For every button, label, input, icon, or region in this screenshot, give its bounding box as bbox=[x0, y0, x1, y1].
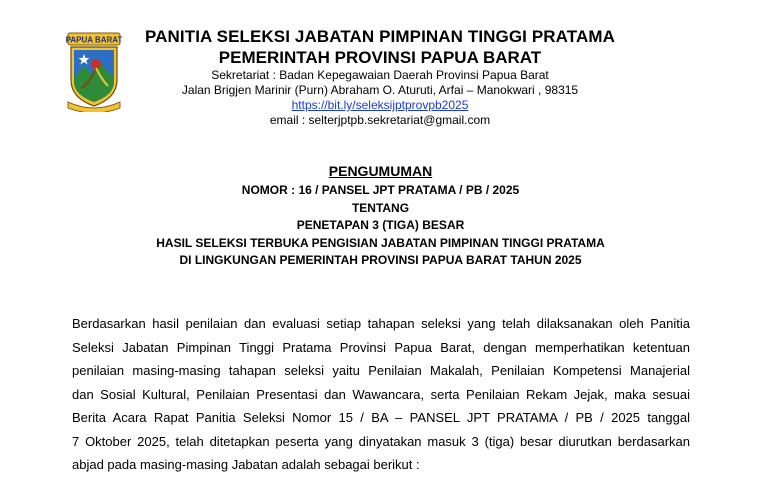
announcement-number: NOMOR : 16 / PANSEL JPT PRATAMA / PB / 2025 bbox=[241, 183, 520, 197]
announcement-subject-1: PENETAPAN 3 (TIGA) BESAR bbox=[296, 218, 465, 232]
body-line: penilaian masing-masing tahapan seleksi yaitu Penilaian Makalah, Penilaian Kompetensi Manajerial bbox=[72, 363, 690, 378]
emblem-icon bbox=[62, 30, 126, 112]
body-line: dan Sosial Kultural, Penilaian Presentasi dan Wawancara, serta Penilaian Rekam Jejak, maka sesuai bbox=[72, 386, 690, 402]
email-line: email : selterjptpb.sekretariat@gmail.com bbox=[269, 113, 491, 127]
body-paragraph bbox=[72, 312, 690, 477]
letterhead bbox=[120, 26, 640, 128]
announcement-about: TENTANG bbox=[351, 200, 410, 215]
logo-banner-text: PAPUA BARAT bbox=[65, 35, 123, 45]
announcement-title-block bbox=[100, 162, 661, 270]
papua-barat-emblem bbox=[62, 30, 126, 112]
announcement-subject-3: DI LINGKUNGAN PEMERINTAH PROVINSI PAPUA BARAT TAHUN 2025 bbox=[179, 253, 582, 267]
committee-title: PANITIA SELEKSI JABATAN PIMPINAN TINGGI PRATAMA bbox=[145, 27, 615, 46]
body-line: Berdasarkan hasil penilaian dan evaluasi setiap tahapan seleksi yang telah dilaksanakan oleh Panitia bbox=[72, 316, 690, 331]
announcement-subject-2: HASIL SELEKSI TERBUKA PENGISIAN JABATAN PIMPINAN TINGGI PRATAMA bbox=[156, 235, 605, 250]
body-line: abjad pada masing-masing Jabatan adalah sebagai berikut : bbox=[72, 457, 420, 472]
selection-link[interactable]: https://bit.ly/seleksijptprovpb2025 bbox=[291, 98, 469, 112]
government-title: PEMERINTAH PROVINSI PAPUA BARAT bbox=[218, 48, 542, 67]
body-line: 7 Oktober 2025, telah ditetapkan peserta yang dinyatakan masuk 3 (tiga) besar diurutkan berdasarkan bbox=[72, 433, 690, 449]
body-line: Berita Acara Rapat Panitia Seleksi Nomor 15 / BA – PANSEL JPT PRATAMA / PB / 2025 tanggal bbox=[72, 410, 690, 425]
announcement-heading: PENGUMUMAN bbox=[328, 163, 433, 179]
secretariat-line: Sekretariat : Badan Kepegawaian Daerah Provinsi Papua Barat bbox=[211, 68, 549, 82]
body-line: Seleksi Jabatan Pimpinan Tinggi Pratama Provinsi Papua Barat, dengan memperhatikan ketentuan bbox=[72, 339, 690, 355]
address-line: Jalan Brigjen Marinir (Purn) Abraham O. Aturuti, Arfai – Manokwari , 98315 bbox=[181, 83, 579, 97]
